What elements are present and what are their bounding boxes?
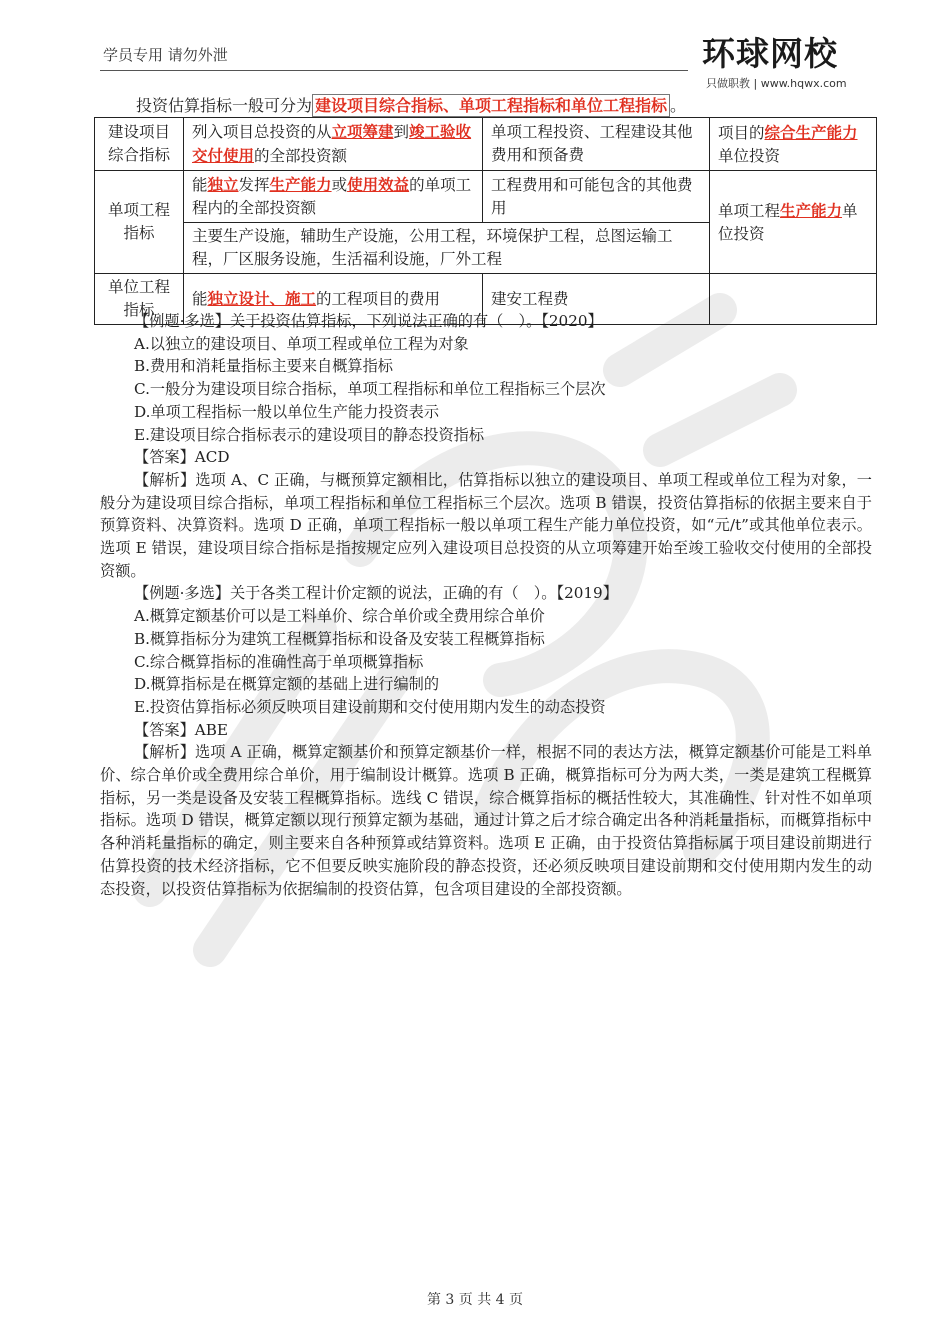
unit-cell: 项目的综合生产能力单位投资 [710,118,877,171]
intro-suffix: 。 [670,96,687,115]
scope-cell: 能独立设计、施工的工程项目的费用 [184,274,483,325]
row-label: 建设项目综合指标 [95,118,184,171]
question-1-stem: 【例题·多选】关于投资估算指标，下列说法正确的有（ ）。【2020】 [134,312,603,330]
question-2-answer: 【答案】ABE [134,720,228,739]
option-item: B.费用和消耗量指标主要来自概算指标 [134,357,393,376]
row-label: 单位工程指标 [95,274,184,325]
logo-tagline: 只做职教 | www.hqwx.com [706,77,847,90]
option-item: C.一般分为建设项目综合指标，单项工程指标和单位工程指标三个层次 [134,380,606,399]
option-item: B.概算指标分为建筑工程概算指标和设备及安装工程概算指标 [134,629,545,648]
unit-cell: 单项工程生产能力单位投资 [710,171,877,274]
header-confidential-note: 学员专用 请勿外泄 [103,46,228,64]
option-item: A.以独立的建设项目、单项工程或单位工程为对象 [134,334,469,353]
scope-cell: 列入项目总投资的从立项筹建到竣工验收交付使用的全部投资额 [184,118,483,171]
page-number: 第 3 页 共 4 页 [426,1292,524,1308]
questions-section [100,310,872,900]
question-2-stem: 【例题·多选】关于各类工程计价定额的说法，正确的有（ ）。【2019】 [134,584,618,603]
content-cell: 工程费用和可能包含的其他费用 [483,171,710,223]
intro-prefix: 投资估算指标一般可分为 [136,96,313,115]
content-cell: 建安工程费 [483,274,710,325]
table-row [95,171,877,223]
option-item: D.概算指标是在概算定额的基础上进行编制的 [134,675,440,694]
header-divider [100,70,688,71]
intro-highlight: 建设项目综合指标、单项工程指标和单位工程指标 [312,94,670,117]
option-item: A.概算定额基价可以是工料单价、综合单价或全费用综合单价 [134,607,545,626]
scope-cell: 能独立发挥生产能力或使用效益的单项工程内的全部投资额 [184,171,483,223]
table-row [95,118,877,171]
index-table [94,117,877,325]
brand-logo [702,35,882,91]
logo-text: 环球网校 [702,34,838,73]
subitems-cell: 主要生产设施，辅助生产设施，公用工程，环境保护工程，总图运输工程，厂区服务设施，生活福利设施，厂外工程 [184,223,710,274]
question-2-analysis: 【解析】选项 A 正确，概算定额基价和预算定额基价一样，根据不同的表达方法，概算定额基价可能是工料单价、综合单价或全费用综合单价，用于编制设计概算。选项 B 正确，概算指标可分为两大类，一类是建筑工程概算指标，另一类是设备及安装工程概算指标。选线 C 错误，综合概算指标的概括性较大，其准确性、针对性不如单项指标。选项 D 错误，概算定额以现行预算定额为基础，通过计算之后才综合确定出各种消耗量指标，而概算指标中各种消耗量指标的确定，则主要来自各种预算或结算资料。选项 E 正确，由于投资估算指标属于项目建设前期进行估算投资的技术经济指标，它不但要反映实施阶段的静态投资，还必须反映项目建设前期和交付使用期内发生的动态投资，以投资估算指标为依据编制的投资估算，包含项目建设的全部投资额。 [100,743,872,898]
option-item: E.建设项目综合指标表示的建设项目的静态投资指标 [134,425,485,444]
intro-sentence [136,93,686,116]
option-item: D.单项工程指标一般以单位生产能力投资表示 [134,402,440,421]
question-1-answer: 【答案】ACD [134,448,230,467]
content-cell: 单项工程投资、工程建设其他费用和预备费 [483,118,710,171]
row-label: 单项工程指标 [95,171,184,274]
option-item: C.综合概算指标的准确性高于单项概算指标 [134,652,424,671]
option-item: E.投资估算指标必须反映项目建设前期和交付使用期内发生的动态投资 [134,697,606,716]
question-1-analysis: 【解析】选项 A、C 正确，与概预算定额相比，估算指标以独立的建设项目、单项工程或单位工程为对象，一般分为建设项目综合指标，单项工程指标和单位工程指标三个层次。选项 B 错误，投资估算指标的依据主要来自于预算资料、决算资料。选项 D 正确，单项工程指标一般以单项工程生产能力单位投资，如“元/t”或其他单位表示。选项 E 错误，建设项目综合指标是指按规定应列入建设项目总投资的从立项筹建开始至竣工验收交付使用的全部投资额。 [100,470,872,580]
